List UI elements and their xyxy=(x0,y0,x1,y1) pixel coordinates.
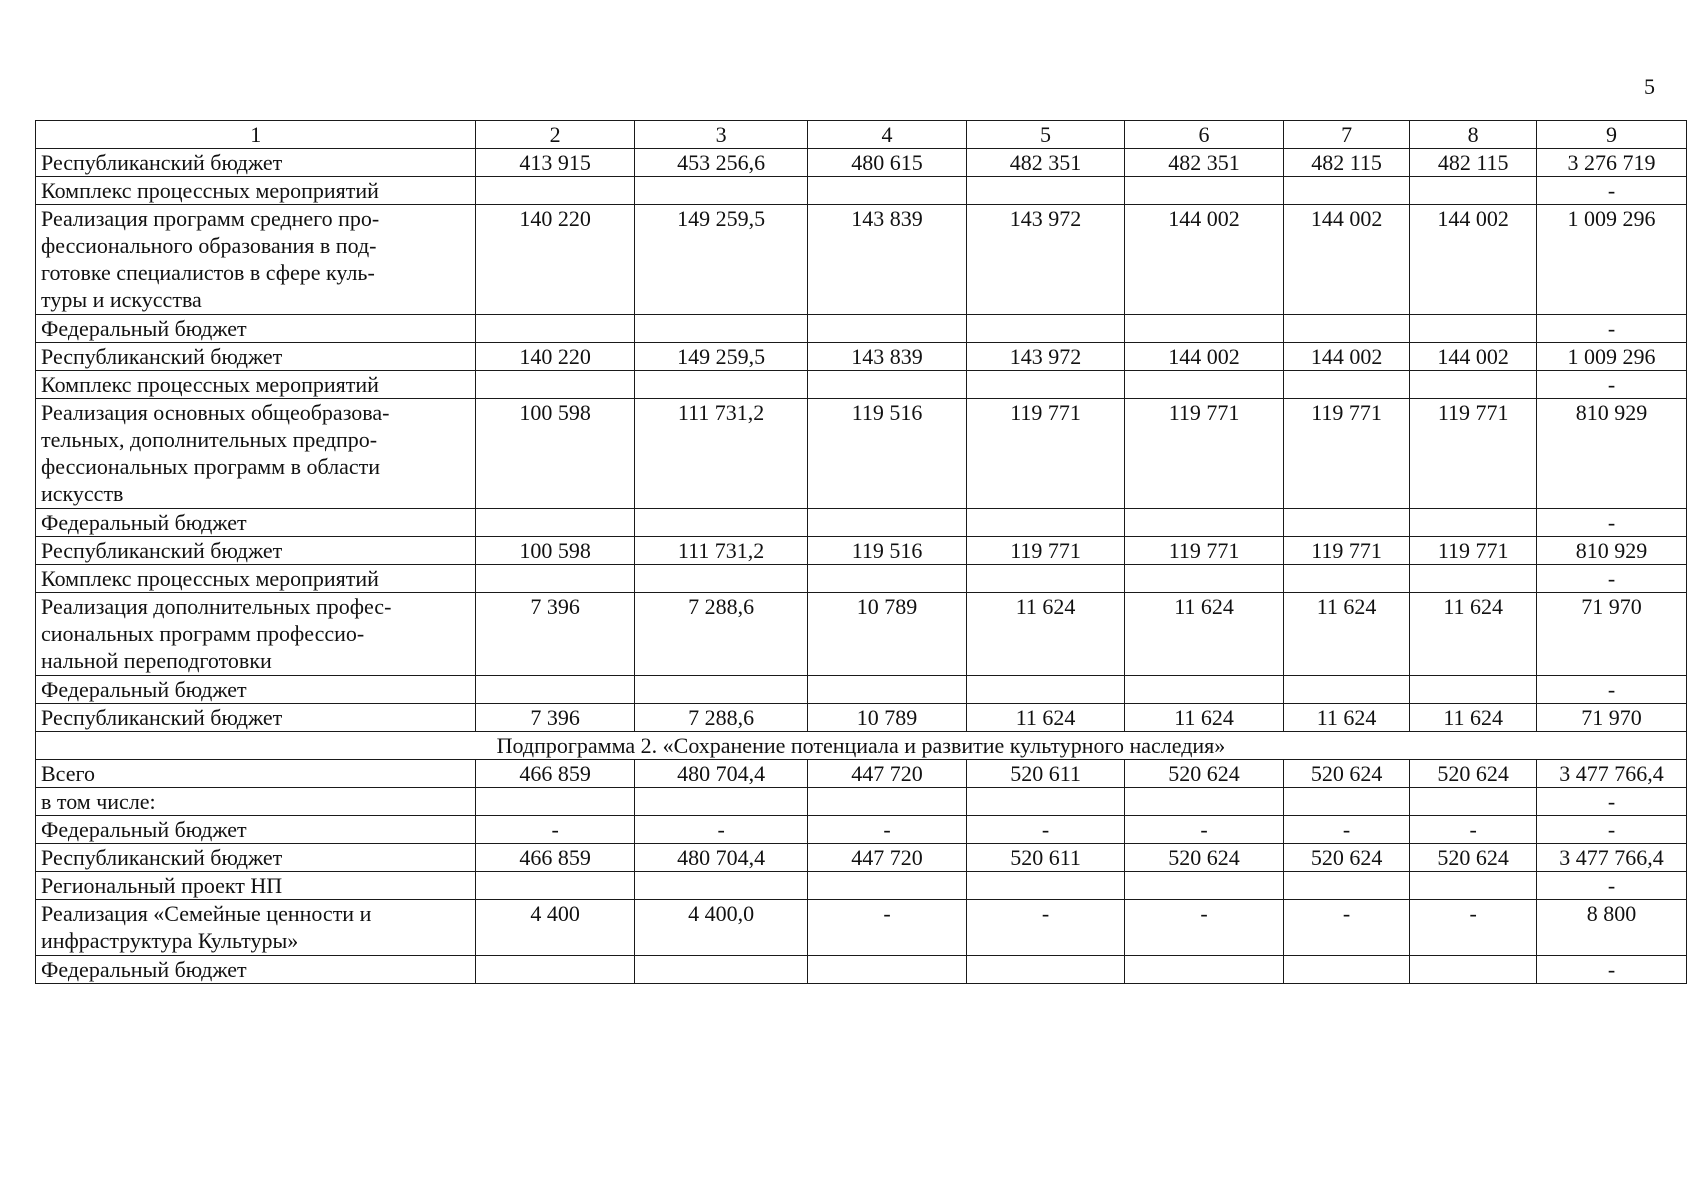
cell-value: 3 276 719 xyxy=(1536,149,1686,177)
cell-value xyxy=(808,177,967,205)
cell-value: - xyxy=(1536,788,1686,816)
cell-value xyxy=(1283,676,1410,704)
row-label: Комплекс процессных мероприятий xyxy=(36,371,476,399)
cell-value: 447 720 xyxy=(808,760,967,788)
cell-value: 7 288,6 xyxy=(634,593,807,676)
cell-value: 520 624 xyxy=(1283,844,1410,872)
cell-value: - xyxy=(1410,816,1537,844)
table-row xyxy=(36,537,1687,565)
row-label: Республиканский бюджет xyxy=(36,844,476,872)
cell-value: 100 598 xyxy=(476,399,635,509)
cell-value: - xyxy=(1125,900,1284,956)
row-label: Федеральный бюджет xyxy=(36,956,476,984)
cell-value: - xyxy=(966,900,1125,956)
cell-value xyxy=(1410,788,1537,816)
cell-value: - xyxy=(1536,956,1686,984)
cell-value xyxy=(1410,509,1537,537)
table-row xyxy=(36,844,1687,872)
cell-value xyxy=(966,565,1125,593)
cell-value: 11 624 xyxy=(1125,704,1284,732)
cell-value xyxy=(1125,872,1284,900)
subprogram-title: Подпрограмма 2. «Сохранение потенциала и развитие культурного наследия» xyxy=(36,732,1687,760)
cell-value: - xyxy=(1536,872,1686,900)
cell-value xyxy=(808,315,967,343)
cell-value: 482 115 xyxy=(1283,149,1410,177)
cell-value xyxy=(634,371,807,399)
cell-value xyxy=(476,371,635,399)
cell-value: 144 002 xyxy=(1125,343,1284,371)
cell-value xyxy=(634,565,807,593)
cell-value xyxy=(476,509,635,537)
row-label: Реализация «Семейные ценности и инфраструктура Культуры» xyxy=(36,900,476,956)
cell-value: 520 624 xyxy=(1410,760,1537,788)
cell-value xyxy=(808,956,967,984)
column-header: 2 xyxy=(476,121,635,149)
cell-value xyxy=(966,315,1125,343)
cell-value: - xyxy=(966,816,1125,844)
cell-value: 10 789 xyxy=(808,593,967,676)
cell-value xyxy=(1283,788,1410,816)
row-label: Комплекс процессных мероприятий xyxy=(36,565,476,593)
cell-value xyxy=(808,565,967,593)
cell-value: 7 396 xyxy=(476,704,635,732)
row-label: Федеральный бюджет xyxy=(36,676,476,704)
cell-value: 144 002 xyxy=(1283,205,1410,315)
table-row xyxy=(36,788,1687,816)
cell-value: 144 002 xyxy=(1410,205,1537,315)
row-label: Реализация основных общеобразова- тельных, дополнительных предпро- фессиональных программ в области искусств xyxy=(36,399,476,509)
cell-value: - xyxy=(1410,900,1537,956)
cell-value: - xyxy=(1536,816,1686,844)
page-number: 5 xyxy=(1644,74,1655,99)
cell-value xyxy=(966,509,1125,537)
cell-value: 143 972 xyxy=(966,343,1125,371)
cell-value: 11 624 xyxy=(1410,593,1537,676)
cell-value xyxy=(1410,371,1537,399)
cell-value: 119 516 xyxy=(808,399,967,509)
cell-value: 466 859 xyxy=(476,760,635,788)
cell-value xyxy=(1125,788,1284,816)
cell-value: 143 839 xyxy=(808,343,967,371)
table-row xyxy=(36,704,1687,732)
table-body-part2 xyxy=(36,760,1687,984)
cell-value: 480 704,4 xyxy=(634,760,807,788)
column-header: 9 xyxy=(1536,121,1686,149)
cell-value: 71 970 xyxy=(1536,593,1686,676)
cell-value: 11 624 xyxy=(1125,593,1284,676)
cell-value: 8 800 xyxy=(1536,900,1686,956)
table-row xyxy=(36,177,1687,205)
cell-value: 466 859 xyxy=(476,844,635,872)
table-row xyxy=(36,371,1687,399)
cell-value: 119 771 xyxy=(1283,537,1410,565)
cell-value xyxy=(1283,177,1410,205)
cell-value xyxy=(1125,956,1284,984)
cell-value xyxy=(966,177,1125,205)
cell-value xyxy=(476,956,635,984)
table-row xyxy=(36,565,1687,593)
table-row xyxy=(36,760,1687,788)
cell-value xyxy=(1410,565,1537,593)
cell-value: 11 624 xyxy=(1283,593,1410,676)
cell-value: 520 624 xyxy=(1125,844,1284,872)
cell-value: 413 915 xyxy=(476,149,635,177)
table-row xyxy=(36,509,1687,537)
table-row xyxy=(36,399,1687,509)
cell-value xyxy=(1125,315,1284,343)
cell-value: 520 611 xyxy=(966,844,1125,872)
cell-value: 144 002 xyxy=(1125,205,1284,315)
cell-value xyxy=(1410,177,1537,205)
cell-value: 520 611 xyxy=(966,760,1125,788)
cell-value xyxy=(808,509,967,537)
cell-value xyxy=(966,788,1125,816)
column-header: 4 xyxy=(808,121,967,149)
cell-value xyxy=(1410,872,1537,900)
cell-value xyxy=(1283,956,1410,984)
cell-value: - xyxy=(1536,371,1686,399)
cell-value: 119 771 xyxy=(1410,537,1537,565)
cell-value: - xyxy=(1283,900,1410,956)
column-header: 6 xyxy=(1125,121,1284,149)
cell-value: - xyxy=(1536,565,1686,593)
cell-value xyxy=(476,565,635,593)
cell-value: 453 256,6 xyxy=(634,149,807,177)
cell-value xyxy=(1283,872,1410,900)
row-label: Федеральный бюджет xyxy=(36,509,476,537)
cell-value: 4 400 xyxy=(476,900,635,956)
cell-value: 11 624 xyxy=(1410,704,1537,732)
cell-value: 482 115 xyxy=(1410,149,1537,177)
cell-value: - xyxy=(1283,816,1410,844)
cell-value: 7 288,6 xyxy=(634,704,807,732)
cell-value: 4 400,0 xyxy=(634,900,807,956)
cell-value xyxy=(966,872,1125,900)
cell-value: 140 220 xyxy=(476,343,635,371)
cell-value: 480 704,4 xyxy=(634,844,807,872)
cell-value xyxy=(1125,565,1284,593)
cell-value: 482 351 xyxy=(966,149,1125,177)
cell-value: 119 516 xyxy=(808,537,967,565)
cell-value: 3 477 766,4 xyxy=(1536,760,1686,788)
cell-value xyxy=(808,788,967,816)
cell-value: 71 970 xyxy=(1536,704,1686,732)
row-label: Комплекс процессных мероприятий xyxy=(36,177,476,205)
column-header: 1 xyxy=(36,121,476,149)
subprogram-title-row xyxy=(36,732,1687,760)
cell-value: 11 624 xyxy=(966,704,1125,732)
cell-value xyxy=(634,177,807,205)
column-header: 3 xyxy=(634,121,807,149)
cell-value xyxy=(808,371,967,399)
cell-value: - xyxy=(808,900,967,956)
table-row xyxy=(36,816,1687,844)
cell-value xyxy=(634,788,807,816)
cell-value: - xyxy=(808,816,967,844)
cell-value xyxy=(634,509,807,537)
cell-value xyxy=(808,872,967,900)
column-header: 7 xyxy=(1283,121,1410,149)
cell-value xyxy=(1125,177,1284,205)
cell-value: - xyxy=(1125,816,1284,844)
cell-value: 1 009 296 xyxy=(1536,343,1686,371)
table-row xyxy=(36,593,1687,676)
column-header: 8 xyxy=(1410,121,1537,149)
cell-value: 119 771 xyxy=(1283,399,1410,509)
cell-value: - xyxy=(476,816,635,844)
row-label: Республиканский бюджет xyxy=(36,704,476,732)
cell-value: 149 259,5 xyxy=(634,205,807,315)
cell-value xyxy=(966,371,1125,399)
cell-value: 447 720 xyxy=(808,844,967,872)
cell-value: 1 009 296 xyxy=(1536,205,1686,315)
table-row xyxy=(36,676,1687,704)
row-label: Федеральный бюджет xyxy=(36,816,476,844)
cell-value xyxy=(1125,676,1284,704)
cell-value xyxy=(1125,371,1284,399)
cell-value: 11 624 xyxy=(1283,704,1410,732)
cell-value: 119 771 xyxy=(966,537,1125,565)
row-label: Всего xyxy=(36,760,476,788)
cell-value xyxy=(476,872,635,900)
cell-value xyxy=(1283,509,1410,537)
cell-value xyxy=(1283,565,1410,593)
cell-value: 119 771 xyxy=(1125,399,1284,509)
table-row xyxy=(36,315,1687,343)
cell-value xyxy=(1410,956,1537,984)
cell-value: - xyxy=(1536,509,1686,537)
cell-value xyxy=(476,788,635,816)
cell-value: 480 615 xyxy=(808,149,967,177)
cell-value: 520 624 xyxy=(1410,844,1537,872)
cell-value: 149 259,5 xyxy=(634,343,807,371)
row-label: Реализация программ среднего про- фессионального образования в под- готовке специалистов в сфере куль- туры и искусства xyxy=(36,205,476,315)
table-row xyxy=(36,900,1687,956)
cell-value: - xyxy=(1536,315,1686,343)
row-label: в том числе: xyxy=(36,788,476,816)
cell-value: 144 002 xyxy=(1283,343,1410,371)
cell-value xyxy=(1410,315,1537,343)
table-row xyxy=(36,872,1687,900)
cell-value xyxy=(634,956,807,984)
budget-table xyxy=(35,120,1687,984)
table-row xyxy=(36,956,1687,984)
row-label: Республиканский бюджет xyxy=(36,537,476,565)
cell-value xyxy=(1283,371,1410,399)
cell-value: - xyxy=(1536,676,1686,704)
row-label: Региональный проект НП xyxy=(36,872,476,900)
cell-value: - xyxy=(634,816,807,844)
cell-value: 140 220 xyxy=(476,205,635,315)
cell-value xyxy=(476,177,635,205)
cell-value xyxy=(966,676,1125,704)
row-label: Республиканский бюджет xyxy=(36,343,476,371)
cell-value: 119 771 xyxy=(1410,399,1537,509)
cell-value: 119 771 xyxy=(966,399,1125,509)
cell-value: 520 624 xyxy=(1125,760,1284,788)
cell-value: 520 624 xyxy=(1283,760,1410,788)
table-row xyxy=(36,343,1687,371)
table-body-part1 xyxy=(36,121,1687,732)
cell-value: 11 624 xyxy=(966,593,1125,676)
cell-value: 144 002 xyxy=(1410,343,1537,371)
cell-value: 482 351 xyxy=(1125,149,1284,177)
cell-value: 810 929 xyxy=(1536,399,1686,509)
cell-value xyxy=(1410,676,1537,704)
cell-value xyxy=(476,315,635,343)
cell-value xyxy=(1283,315,1410,343)
cell-value xyxy=(1125,509,1284,537)
cell-value: 10 789 xyxy=(808,704,967,732)
cell-value xyxy=(634,676,807,704)
cell-value xyxy=(634,315,807,343)
section-header xyxy=(36,732,1687,760)
cell-value: 143 839 xyxy=(808,205,967,315)
cell-value xyxy=(966,956,1125,984)
table-row xyxy=(36,149,1687,177)
column-header: 5 xyxy=(966,121,1125,149)
cell-value xyxy=(476,676,635,704)
cell-value: 111 731,2 xyxy=(634,399,807,509)
cell-value: 111 731,2 xyxy=(634,537,807,565)
row-label: Реализация дополнительных профес- сиональных программ профессио- нальной переподготовки xyxy=(36,593,476,676)
cell-value: 143 972 xyxy=(966,205,1125,315)
cell-value: 3 477 766,4 xyxy=(1536,844,1686,872)
cell-value: 119 771 xyxy=(1125,537,1284,565)
row-label: Федеральный бюджет xyxy=(36,315,476,343)
cell-value xyxy=(808,676,967,704)
column-header-row xyxy=(36,121,1687,149)
cell-value: 810 929 xyxy=(1536,537,1686,565)
cell-value: 100 598 xyxy=(476,537,635,565)
table-row xyxy=(36,205,1687,315)
cell-value: 7 396 xyxy=(476,593,635,676)
row-label: Республиканский бюджет xyxy=(36,149,476,177)
cell-value xyxy=(634,872,807,900)
cell-value: - xyxy=(1536,177,1686,205)
